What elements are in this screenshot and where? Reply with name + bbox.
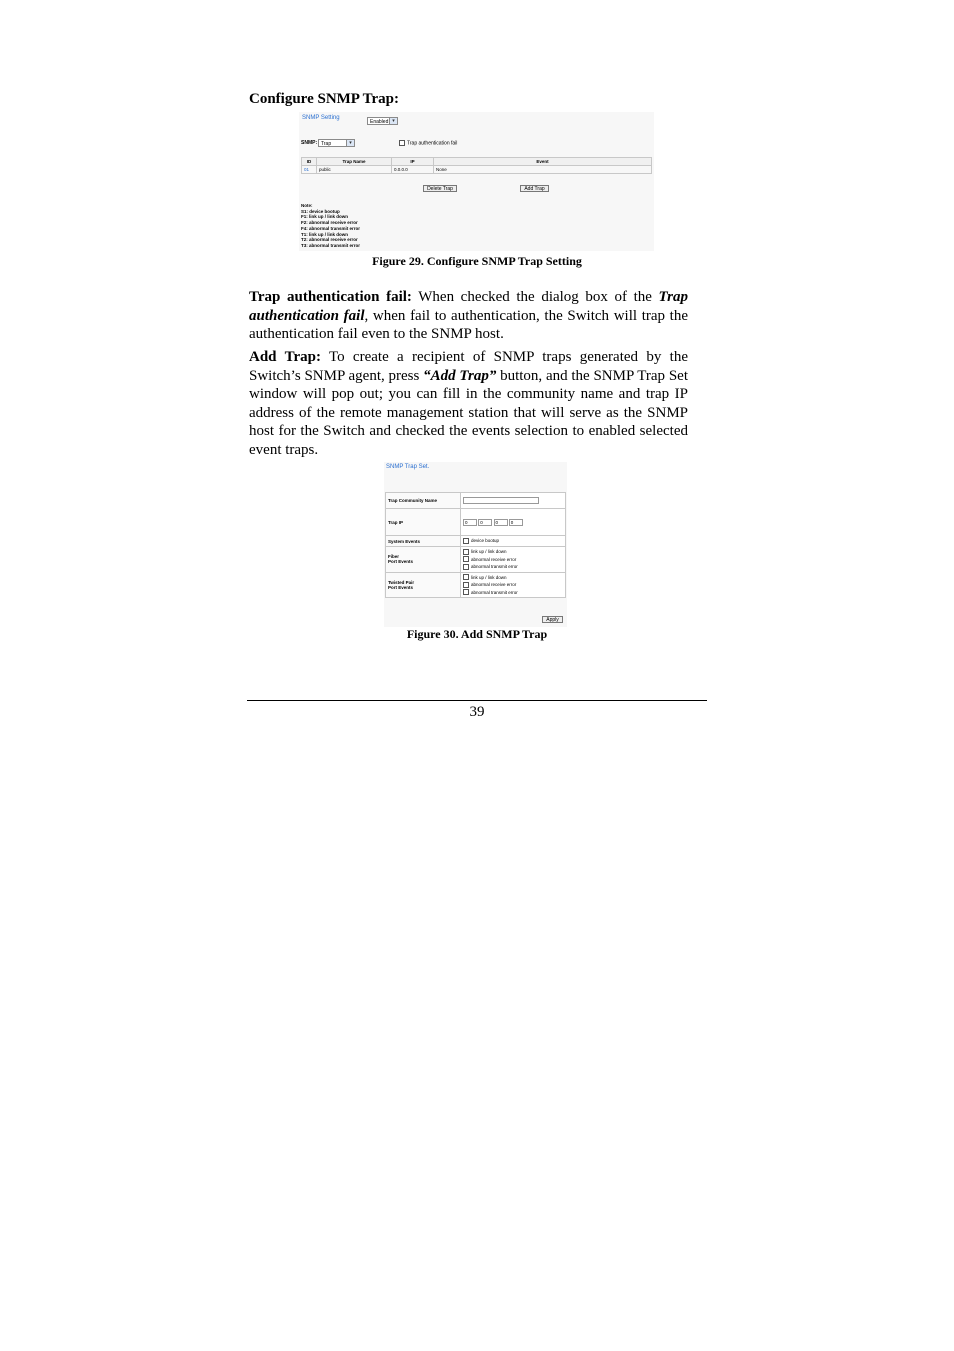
- notes-list: [301, 203, 360, 249]
- trap-set-form: [385, 492, 566, 598]
- trap-event-cell: None: [434, 166, 652, 174]
- tp-label-line: Twisted Pair: [388, 579, 415, 585]
- trap-auth-fail-checkbox[interactable]: [399, 140, 405, 146]
- event-option[interactable]: [463, 581, 563, 589]
- note-item: T1: link up / link down: [301, 231, 348, 237]
- para2-lead: Add Trap:: [249, 349, 321, 365]
- snmp-status-value: Enabled: [370, 119, 389, 125]
- tp-label-line: Port Events: [388, 584, 414, 590]
- trap-auth-fail-label: Trap authentication fail: [407, 140, 458, 147]
- col-event: Event: [434, 158, 652, 166]
- para2-text: To create a recipient of SNMP traps generated by the Switch’s SNMP agent, press: [249, 349, 688, 384]
- para1-lead: Trap authentication fail:: [249, 289, 412, 305]
- ip-octet-2-input[interactable]: 0: [478, 519, 492, 526]
- trap-name-cell: public: [317, 166, 392, 174]
- event-checkbox[interactable]: [463, 582, 469, 588]
- snmp-mode-select[interactable]: [318, 139, 355, 147]
- event-checkbox[interactable]: [463, 556, 469, 562]
- note-item: F2: abnormal receive error: [301, 220, 358, 226]
- system-events-label: System Events: [386, 536, 461, 547]
- trap-table-header: [302, 158, 652, 166]
- note-item: F4: abnormal transmit error: [301, 225, 361, 231]
- event-checkbox[interactable]: [463, 564, 469, 570]
- note-item: T2: abnormal receive error: [301, 237, 358, 243]
- snmp-status-select[interactable]: [367, 117, 398, 125]
- snmp-setting-screenshot: [299, 112, 654, 251]
- chevron-down-icon: ▾: [389, 118, 397, 124]
- col-id: ID: [302, 158, 317, 166]
- page-number: 39: [469, 704, 485, 720]
- trap-table: [301, 157, 652, 174]
- para2-text: button, and the SNMP Trap Set window will pop out; you can fill in the community name and trap IP address of the remote management station that will serve as the SNMP host for the Switch and checked the events selection to enabled selected event traps.: [249, 367, 688, 458]
- event-option[interactable]: [463, 563, 563, 571]
- tp-events-row: [386, 572, 566, 598]
- event-option[interactable]: [463, 556, 563, 564]
- event-label: abnormal transmit error: [471, 589, 518, 595]
- snmp-mode-value: Trap: [321, 141, 332, 147]
- event-label: device bootup: [471, 538, 500, 544]
- event-option[interactable]: [463, 537, 563, 545]
- para1-text: , when fail to authentication, the Switch will trap the authentication fail even to the SNMP host.: [249, 307, 688, 342]
- community-name-input[interactable]: [463, 497, 539, 504]
- snmp-trap-set-title: SNMP Trap Set.: [386, 464, 430, 470]
- event-option[interactable]: [463, 574, 563, 582]
- snmp-trap-set-screenshot: [384, 462, 567, 627]
- event-label: abnormal receive error: [471, 582, 517, 587]
- col-trap-name: Trap Name: [317, 158, 392, 166]
- fiber-events-row: [386, 547, 566, 573]
- event-label: abnormal transmit error: [471, 564, 518, 569]
- trap-ip-row: [386, 509, 566, 536]
- notes-heading: Note:: [301, 203, 313, 208]
- snmp-setting-title: SNMP Setting: [302, 115, 340, 121]
- event-label: link up / link down: [471, 574, 507, 580]
- community-label: Trap Community Name: [386, 493, 461, 509]
- ip-octet-3-input[interactable]: 0: [494, 519, 508, 526]
- section-heading: Configure SNMP Trap:: [249, 91, 400, 107]
- fiber-label-line: Fiber: [388, 554, 400, 560]
- event-option[interactable]: [463, 548, 563, 556]
- event-checkbox[interactable]: [463, 549, 469, 555]
- delete-trap-button[interactable]: Delete Trap: [423, 185, 457, 192]
- fiber-label-line: Port Events: [388, 559, 414, 565]
- add-trap-button[interactable]: Add Trap: [520, 185, 549, 192]
- apply-button[interactable]: Apply: [542, 616, 563, 623]
- fiber-events-label: [386, 547, 461, 573]
- add-trap-paragraph: [249, 348, 688, 459]
- trap-auth-fail-option[interactable]: [399, 140, 457, 146]
- event-label: abnormal receive error: [471, 556, 517, 562]
- tp-events-label: [386, 572, 461, 598]
- footer-rule: [247, 700, 707, 701]
- system-events-row: [386, 536, 566, 547]
- para1-text: When checked the dialog box of the: [411, 289, 659, 305]
- event-checkbox[interactable]: [463, 589, 469, 595]
- para2-emphasis: “Add Trap”: [423, 367, 497, 384]
- note-item: F1: link up / link down: [301, 214, 348, 220]
- trap-ip-label: Trap IP: [386, 509, 461, 536]
- note-item: S1: device bootup: [301, 208, 340, 214]
- event-option[interactable]: [463, 589, 563, 597]
- event-checkbox[interactable]: [463, 538, 469, 544]
- trap-auth-fail-paragraph: [249, 288, 688, 344]
- community-row: [386, 493, 566, 509]
- event-checkbox[interactable]: [463, 574, 469, 580]
- trap-ip-cell: 0.0.0.0: [392, 166, 434, 174]
- ip-octet-4-input[interactable]: 0: [509, 519, 523, 526]
- event-label: link up / link down: [471, 549, 507, 554]
- table-row[interactable]: [302, 166, 652, 174]
- ip-octet-1-input[interactable]: 0: [463, 519, 477, 526]
- snmp-label: SNMP:: [301, 140, 318, 146]
- col-ip: IP: [392, 158, 434, 166]
- chevron-down-icon: ▾: [346, 140, 354, 146]
- figure-30-caption: Figure 30. Add SNMP Trap: [406, 627, 548, 641]
- para1-emphasis: Trap authentication fail: [249, 289, 688, 324]
- trap-id-link[interactable]: 01: [302, 166, 317, 174]
- figure-29-caption: Figure 29. Configure SNMP Trap Setting: [372, 254, 582, 268]
- note-item: T3: abnormal transmit error: [301, 242, 361, 248]
